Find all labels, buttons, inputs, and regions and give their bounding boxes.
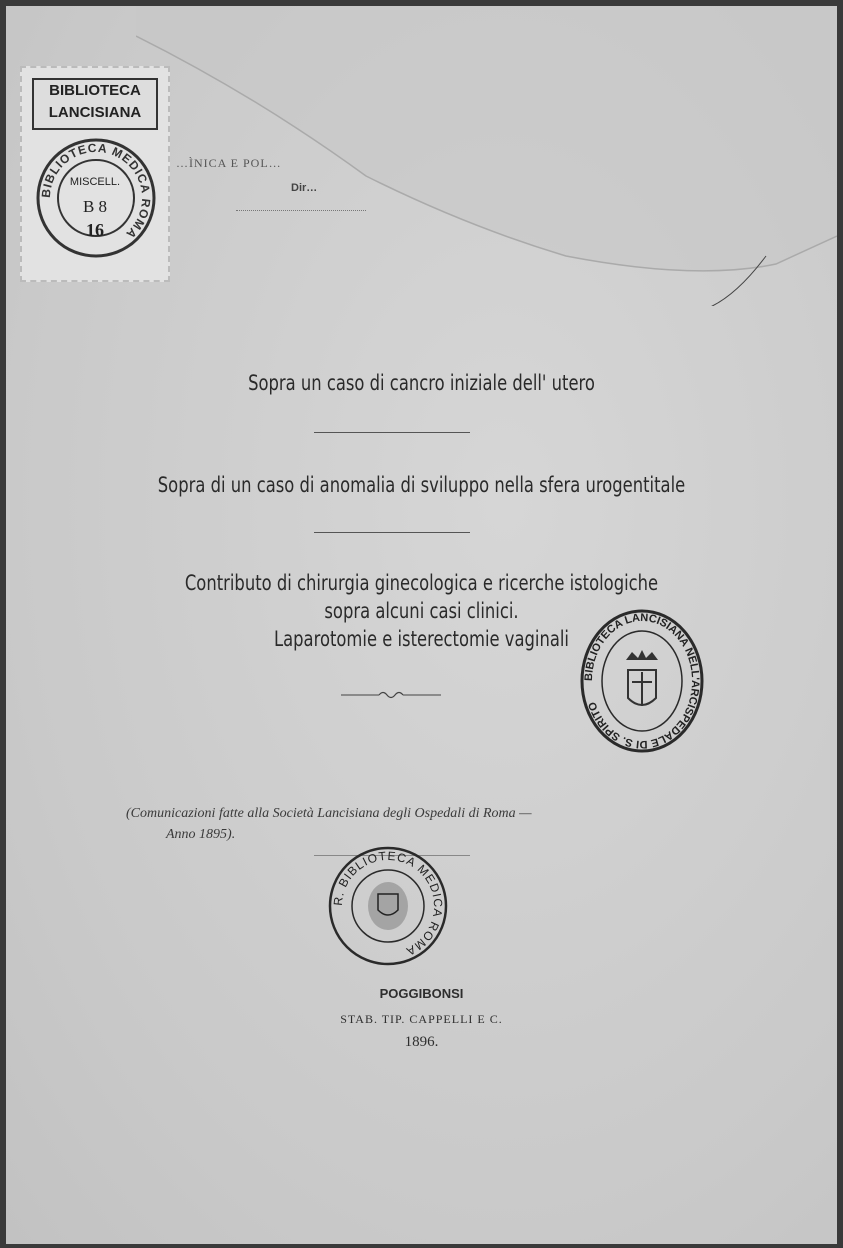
library-shelf-label — [20, 66, 170, 282]
crest-icon — [368, 882, 408, 930]
shelf-code: B 8 — [82, 197, 108, 216]
document-page — [6, 6, 837, 1244]
communication-line-2: Anno 1895). — [166, 827, 236, 842]
library-name-line-1: BIBLIOTECA — [49, 82, 141, 99]
header-institution-text: …ÌNICA E POL… — [176, 156, 282, 170]
header-divider — [236, 210, 366, 211]
title-3-line-3: Laparotomie e isterectomie vaginali — [273, 627, 569, 651]
round-stamp-ring-text: R. BIBLIOTECA MEDICA ROMA — [330, 848, 446, 959]
publication-year: 1896. — [404, 1034, 439, 1050]
title-urogenital-anomaly: Sopra di un caso di anomalia di sviluppo nella sfera urogentitale — [157, 473, 686, 497]
shelf-number: 16 — [86, 220, 104, 240]
title-uterine-cancer: Sopra un caso di cancro iniziale dell' utero — [248, 371, 595, 395]
header-director-text: Dir… — [291, 182, 318, 194]
shelf-section: MISCELL. — [69, 176, 121, 188]
oval-stamp-ring-text: BIBLIOTECA LANCISIANA NELL'ARCISPEDALE DI S. SPIRITO — [582, 611, 702, 751]
round-library-stamp — [324, 844, 452, 968]
publisher-city: POGGIBONSI — [379, 986, 464, 1001]
communication-note — [126, 803, 686, 845]
communication-line-1: (Comunicazioni fatte alla Società Lancisiana degli Ospedali di Roma — — [126, 806, 532, 821]
divider-1 — [314, 432, 470, 433]
divider-2 — [314, 532, 470, 533]
title-3-line-1: Contributo di chirurgia ginecologica e ricerche istologiche — [184, 571, 659, 595]
decorative-ornament — [341, 689, 441, 701]
publisher-printer: STAB. TIP. CAPPELLI E C. — [340, 1012, 503, 1026]
library-name-box — [32, 78, 158, 130]
title-3-line-2: sopra alcuni casi clinici. — [324, 599, 519, 623]
label-stamp-ring-text: BIBLIOTECA MEDICA ROMA — [38, 140, 154, 242]
library-name-line-2: LANCISIANA — [48, 104, 142, 121]
crown-icon — [626, 650, 658, 660]
oval-library-stamp — [578, 608, 706, 754]
